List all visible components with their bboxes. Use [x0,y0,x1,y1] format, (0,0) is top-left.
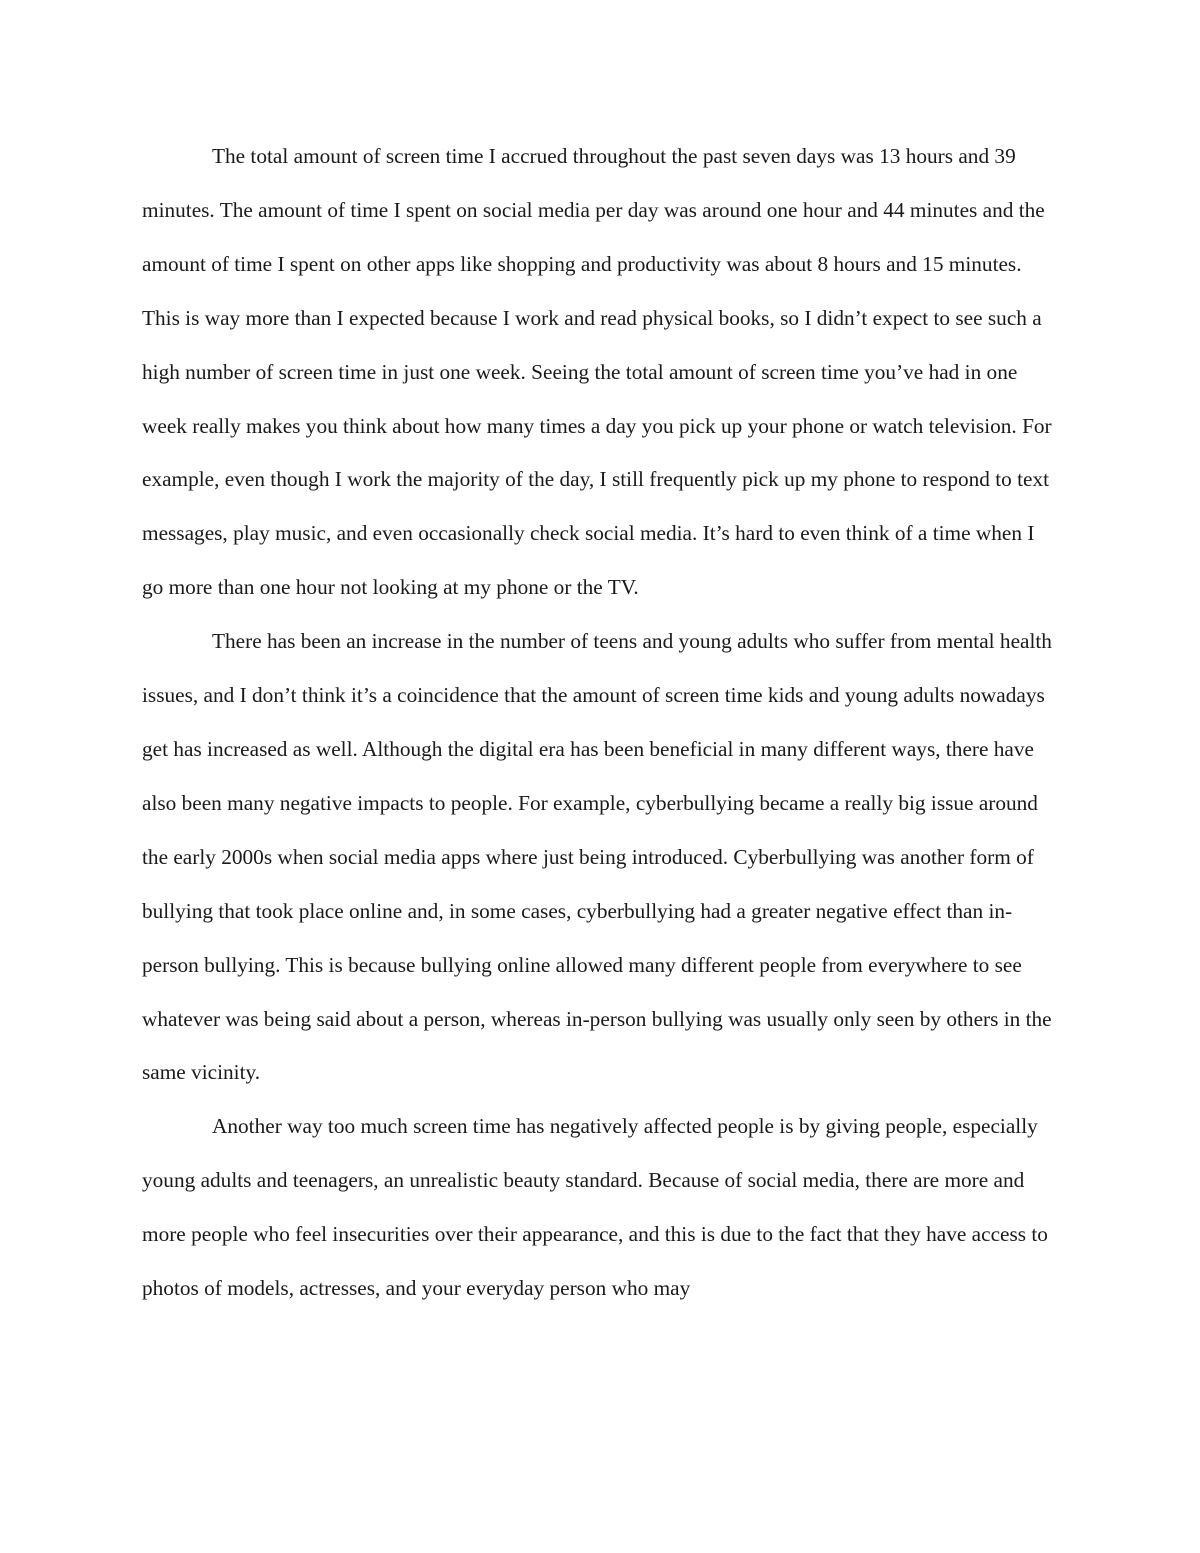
paragraph-2: There has been an increase in the number of teens and young adults who suffer from mental health issues, and I don’t think it’s a coincidence that the amount of screen time kids and young adults nowadays get has increased as well. Although the digital era has been beneficial in many different ways, there have also been many negative impacts to people. For example, cyberbullying became a really big issue around the early 2000s when social media apps where just being introduced. Cyberbullying was another form of bullying that took place online and, in some cases, cyberbullying had a greater negative effect than in-person bullying. This is because bullying online allowed many different people from everywhere to see whatever was being said about a person, whereas in-person bullying was usually only seen by others in the same vicinity. [142,629,1052,1085]
document-body [142,130,1058,1316]
paragraph-3: Another way too much screen time has negatively affected people is by giving people, especially young adults and teenagers, an unrealistic beauty standard. Because of social media, there are more and more people who feel insecurities over their appearance, and this is due to the fact that they have access to photos of models, actresses, and your everyday person who may [142,1114,1048,1301]
paragraph-1: The total amount of screen time I accrued throughout the past seven days was 13 hours and 39 minutes. The amount of time I spent on social media per day was around one hour and 44 minutes and the amount of time I spent on other apps like shopping and productivity was about 8 hours and 15 minutes. This is way more than I expected because I work and read physical books, so I didn’t expect to see such a high number of screen time in just one week. Seeing the total amount of screen time you’ve had in one week really makes you think about how many times a day you pick up your phone or watch television. For example, even though I work the majority of the day, I still frequently pick up my phone to respond to text messages, play music, and even occasionally check social media. It’s hard to even think of a time when I go more than one hour not looking at my phone or the TV. [142,144,1052,600]
